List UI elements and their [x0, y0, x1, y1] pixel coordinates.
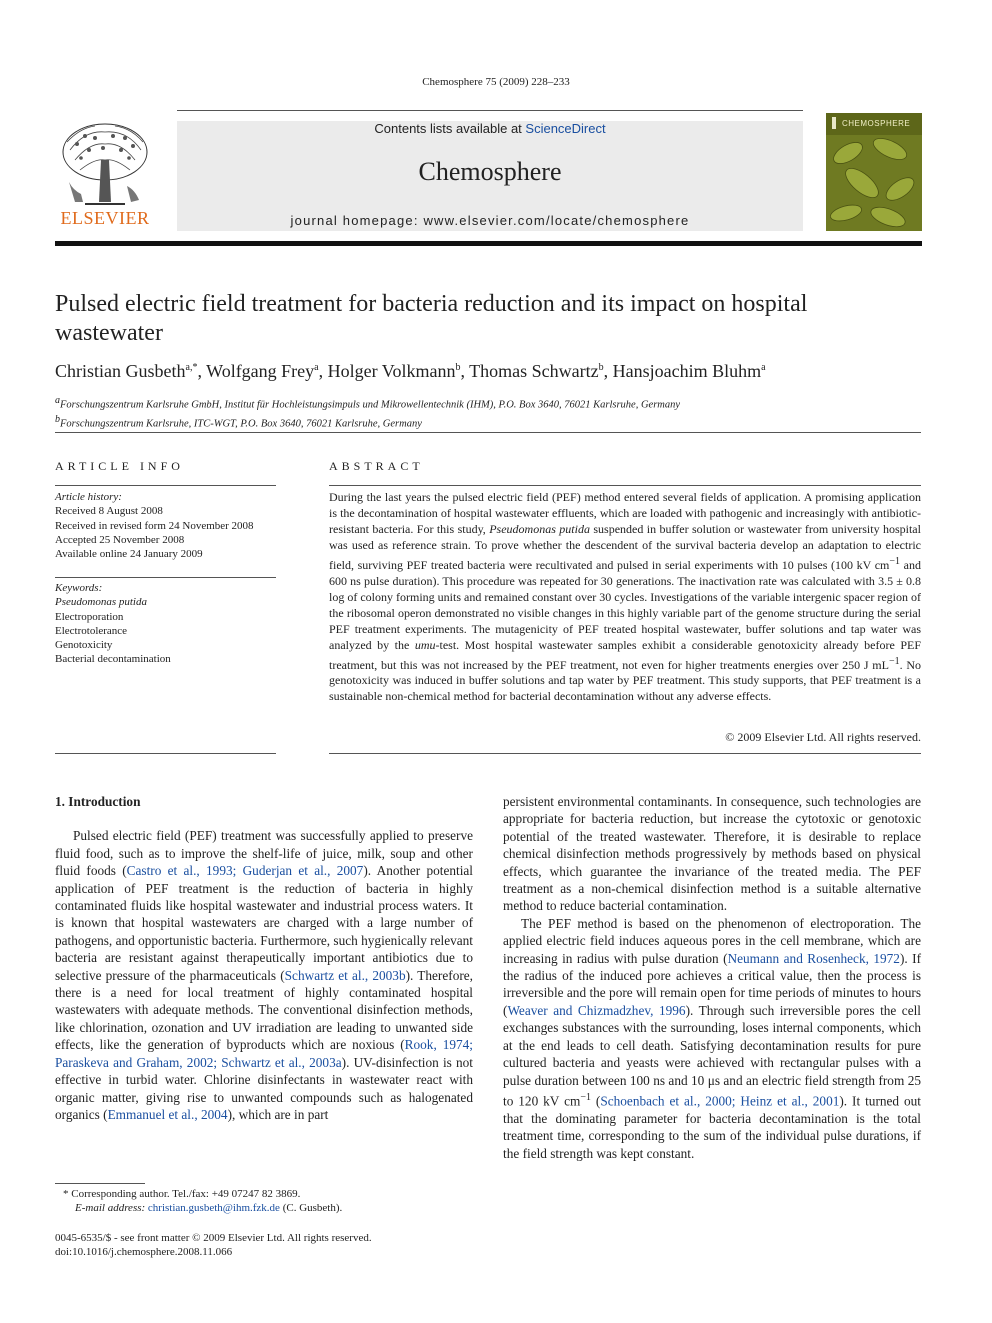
- abstract-exponent: −1: [888, 655, 900, 667]
- article-info-heading: ARTICLE INFO: [55, 459, 184, 473]
- header-rule: [177, 110, 803, 111]
- journal-citation: Chemosphere 75 (2009) 228–233: [422, 76, 570, 88]
- abstract-segment: . No genotoxicity was induced in buffer solutions and tap water by PEF treatment. This study supports, that PEF treatment is a sustainable non-chemical method for bacterial decontamination without any adverse effects.: [329, 657, 921, 704]
- history-item: Received 8 August 2008: [55, 505, 163, 518]
- citation-link[interactable]: Neumann and Rosenheck, 1972: [727, 950, 900, 966]
- abstract-heading: ABSTRACT: [329, 459, 424, 473]
- abstract-species: Pseudomonas putida: [489, 521, 590, 536]
- body-paragraph: [55, 827, 473, 1123]
- author-name[interactable]: Christian Gusbeth: [55, 361, 186, 381]
- abstract-umu: umu: [414, 637, 436, 652]
- body-paragraph: [503, 915, 921, 1162]
- history-item: Available online 24 January 2009: [55, 548, 203, 561]
- text-segment: ). If the radius of the induced pore achieves a critical value, then the process is irreversible and the pore will remain open for time periods of minutes to hours (: [503, 950, 922, 1018]
- affiliation-key: a: [55, 395, 60, 406]
- author-separator: ,: [318, 361, 328, 381]
- section-heading: 1. Introduction: [55, 794, 141, 809]
- author-separator: ,: [197, 361, 207, 381]
- homepage-link[interactable]: www.elsevier.com/locate/chemosphere: [423, 213, 690, 228]
- doi-line[interactable]: doi:10.1016/j.chemosphere.2008.11.066: [55, 1246, 233, 1258]
- author-name[interactable]: Wolfgang Frey: [206, 361, 315, 381]
- body-column-left: [55, 793, 473, 1123]
- author-separator: ,: [460, 361, 470, 381]
- footnote-text: Corresponding author. Tel./fax: +49 07247 82 3869.: [71, 1188, 301, 1200]
- abstract-segment: and 600 ns pulse duration). This procedure was repeated for 30 generations. The inactivation rate was calculated with 3.5 ± 0.8 log of colony forming units and remained constant over 30 cycles. Investigations of the variable intergenic spacer region of the ribosomal operon demonstrated no visible changes in this highly variable part of the genome structure during the serial PEF treatment experiments. The mutagenicity of PEF treated hospital wastewater, buffer solutions and tap water was analyzed by the: [329, 557, 921, 652]
- text-segment: ). Another potential application of PEF treatment is the reduction of bacteria in highly contaminated fluids like hospital wastewater and industrial process waters. It is known that hospital wastewaters are charged with a large number of pathogens, and opportunistic bacteria. Furthermore, such hygienically relevant bacteria are resistant against therapeutically important antibiotics due to selective pressure of the pharmaceuticals (: [55, 863, 473, 983]
- journal-name: Chemosphere: [418, 157, 562, 186]
- author-affiliation-marker[interactable]: b: [455, 362, 461, 373]
- affiliation-a: [55, 394, 680, 413]
- citation-link[interactable]: Weaver and Chizmadzhev, 1996: [507, 1002, 686, 1018]
- contents-prefix: Contents lists available at: [374, 121, 526, 136]
- footnote-rule: [55, 1183, 145, 1184]
- text-segment: ), which are in part: [227, 1106, 329, 1122]
- header-thick-rule: [55, 241, 922, 246]
- affiliations: [55, 394, 680, 431]
- page-footer: [55, 1231, 372, 1259]
- affiliation-b: [55, 413, 680, 432]
- author-name[interactable]: Holger Volkmann: [327, 361, 456, 381]
- journal-cover-image[interactable]: [826, 113, 922, 231]
- elsevier-wordmark: ELSEVIER: [60, 208, 150, 228]
- homepage-label: journal homepage:: [290, 213, 424, 228]
- footnote-marker: *: [63, 1188, 69, 1200]
- citation-link[interactable]: Castro et al., 1993; Guderjan et al., 2007: [126, 863, 364, 879]
- citation-link[interactable]: Rook, 1974; Paraskeva and Graham, 2002; Schwartz et al., 2003a: [55, 1037, 473, 1070]
- abstract-segment: During the last years the pulsed electric field (PEF) method entered several fields of application. A promising application is the decontamination of hospital wastewater effluents, which are loaded with pathogenic and increasingly with antibiotic-resistant bacteria. For this study,: [329, 490, 921, 536]
- history-item: Received in revised form 24 November 2008: [55, 519, 254, 532]
- keyword-item: Bacterial decontamination: [55, 653, 171, 666]
- email-suffix: (C. Gusbeth).: [279, 1202, 343, 1214]
- email-label: E-mail address:: [75, 1202, 148, 1214]
- affiliation-text: Forschungszentrum Karlsruhe GmbH, Institut für Hochleistungsimpuls und Mikrowellentechnik (IHM), P.O. Box 3640, 76021 Karlsruhe, Germany: [60, 399, 681, 411]
- text-segment: ). It turned out that the dominating parameter for bacteria decontamination is the total treatment time, corresponding to the sum of the individual pulse durations, if the field strength was kept constant.: [503, 1093, 921, 1161]
- abstract-segment: -test. Most hospital wastewater samples exhibit a considerable genotoxicity already before PEF treatment, but this was not increased by the PEF treatment, not even for higher treatments energies over 250 J mL: [329, 637, 922, 672]
- sciencedirect-link[interactable]: ScienceDirect: [525, 121, 606, 136]
- abstract-copyright: © 2009 Elsevier Ltd. All rights reserved.: [725, 730, 921, 744]
- text-segment: ). Therefore, there is a need for local treatment of highly contaminated hospital wastewaters with adequate methods. The conventional disinfection methods, like chlorination, ozonation and UV irradiation are leading to unwanted side effects, like the generation of byproducts which are noxious (: [55, 967, 473, 1053]
- keywords-label: Keywords:: [55, 582, 103, 594]
- abstract-rule: [329, 485, 921, 486]
- body-column-right: [503, 793, 921, 1162]
- keyword-item: Electrotolerance: [55, 624, 128, 637]
- text-segment: Pulsed electric field (PEF) treatment was successfully applied to preserve fluid food, such as to improve the shelf-life of juice, milk, soup and other fluid foods (: [55, 828, 473, 879]
- footnote-email-line: [55, 1201, 342, 1215]
- abstract-exponent: −1: [889, 555, 901, 567]
- author-separator: ,: [603, 361, 613, 381]
- affiliation-key: b: [55, 413, 60, 425]
- history-item: Accepted 25 November 2008: [55, 533, 185, 546]
- citation-link[interactable]: Schoenbach et al., 2000; Heinz et al., 2001: [600, 1093, 840, 1109]
- article-history: [55, 490, 254, 561]
- author-list: [55, 361, 766, 382]
- history-label: Article history:: [55, 491, 122, 503]
- text-segment: ). UV-disinfection is not effective in turbid water. Chlorine disinfectants in wastewater react with organic matter, giving rise to unwanted compounds such as halogenated organics (: [55, 1054, 473, 1122]
- keyword-item: Pseudomonas putida: [55, 596, 147, 609]
- author-name[interactable]: Thomas Schwartz: [469, 361, 599, 381]
- email-link[interactable]: christian.gusbeth@ihm.fzk.de: [147, 1202, 280, 1214]
- article-info-rule: [55, 485, 276, 486]
- footnote-line: [55, 1187, 342, 1201]
- corresponding-author-footnote: [55, 1187, 342, 1215]
- abstract-segment: suspended in buffer solution or wastewater from university hospital was used as reference strain. To prove whether the descendent of the survival bacteria develop an adaptation to electric field, surviving PEF treated bacteria were recultivated and pulsed in serial experiments with 10 pulses (100 kV cm: [329, 521, 921, 572]
- affiliation-rule: [55, 432, 921, 433]
- article-title: Pulsed electric field treatment for bacteria reduction and its impact on hospital wastewater: [55, 291, 808, 346]
- citation-link[interactable]: Emmanuel et al., 2004: [107, 1106, 228, 1122]
- abstract-bottom-rule: [329, 753, 921, 754]
- body-paragraph: persistent environmental contaminants. In consequence, such technologies are appropriate for bacteria reduction, but increase the cytotoxic or genotoxic potential of the treated wastewater. Therefore, it is desirable to replace chemical disinfection methods progressively by methods based on physical effects, which guarantee the invariance of the treated media. The PEF treatment as a non-chemical disinfection method is a suitable alternative method to reduce bacterial contamination.: [503, 794, 921, 914]
- contents-line: [177, 121, 803, 136]
- author-affiliation-marker[interactable]: a,*: [185, 362, 198, 373]
- author-affiliation-marker[interactable]: a: [314, 362, 319, 373]
- keyword-item: Genotoxicity: [55, 639, 113, 652]
- text-segment: The PEF method is based on the phenomenon of electroporation. The applied electric field induces aqueous pores in the cell membrane, which are increasing in radius with pulse duration (: [503, 915, 921, 966]
- author-name[interactable]: Hansjoachim Bluhm: [612, 361, 762, 381]
- author-affiliation-marker[interactable]: b: [598, 362, 604, 373]
- homepage-line: [177, 213, 803, 228]
- exponent: −1: [580, 1091, 591, 1103]
- article-info-bottom-rule: [55, 753, 276, 754]
- abstract-text: [329, 490, 921, 705]
- elsevier-logo[interactable]: [55, 120, 155, 230]
- keyword-item: Electroporation: [55, 610, 124, 623]
- text-segment: ). Through such irreversible pores the cell exchanges substances with the surrounding, loses internal components, which at the end leads to cell death. Satisfying decontamination results for pure cultured bacteria and yeasts were achieved with rectangular pulses with a pulse duration between 100 ns and 10 μs and an electric field strength from 25 to 120 kV cm: [503, 1002, 921, 1109]
- author-affiliation-marker[interactable]: a: [761, 362, 766, 373]
- citation-link[interactable]: Schwartz et al., 2003b: [284, 967, 406, 983]
- front-matter-line: 0045-6535/$ - see front matter © 2009 Elsevier Ltd. All rights reserved.: [55, 1232, 372, 1244]
- text-segment: (: [590, 1093, 601, 1109]
- journal-header-box: [177, 121, 803, 231]
- cover-title: CHEMOSPHERE: [842, 119, 911, 128]
- affiliation-text: Forschungszentrum Karlsruhe, ITC-WGT, P.O. Box 3640, 76021 Karlsruhe, Germany: [60, 418, 422, 429]
- cover-leaves-icon: [826, 113, 922, 231]
- keywords: [55, 581, 171, 667]
- keywords-rule: [55, 577, 276, 578]
